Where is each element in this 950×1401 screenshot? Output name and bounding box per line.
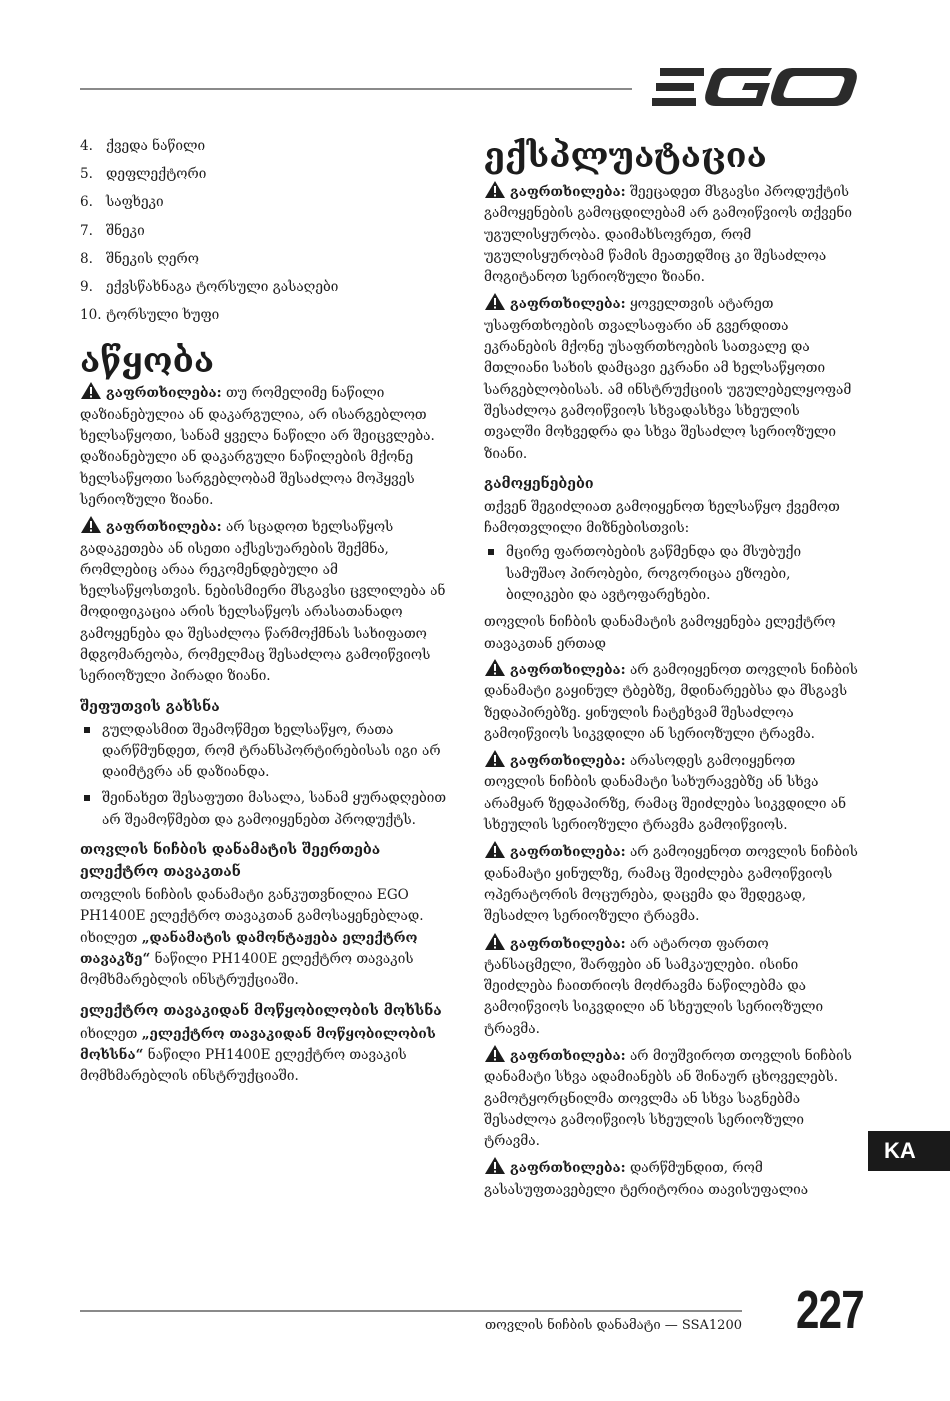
warning-label: გაფრთხილება: — [106, 385, 222, 402]
bullet-square-icon — [84, 795, 90, 801]
parts-list-item — [80, 217, 452, 245]
warning-triangle-icon — [484, 292, 506, 311]
usage-heading: თოვლის ნიჩბის დანამატის გამოყენება ელექტრო თავაკთან ერთად — [484, 614, 836, 652]
warning-label: გაფრთხილება: — [510, 184, 626, 200]
item-number: 9. — [80, 279, 93, 296]
warning-triangle-icon — [484, 1044, 506, 1063]
parts-list-item — [80, 132, 452, 160]
warning-label: გაფრთხილება: — [510, 753, 626, 770]
ego-logo — [650, 62, 862, 112]
item-label: შნეკი — [106, 222, 145, 239]
remove-heading: ელექტრო თავაკიდან მოწყობილობის მოხსნა — [80, 1002, 442, 1019]
warning-text: არ გამოიყენოთ თოვლის ნიჩბის დანამატი ყინულზე, რამაც შეიძლება გამოიწვიოს ოპერატორის მოცურება, დაცემა და შედეგად, შესაძლო სერიოზული ტრავმა. — [484, 844, 858, 925]
item-number: 6. — [80, 194, 93, 211]
assembly-warnings — [80, 381, 452, 687]
warning-triangle-icon — [484, 840, 506, 859]
attach-paragraph: თოვლის ნიჩბის დანამატი განკუთვნილია EGO PH1400E ელექტრო თავაკთან გამოსაყენებლად. იხილეთ „დანამატის დამონტაჟება ელექტრო თავაკზე“ ნაწილი PH1400E ელექტრო თავაკის მომხმარებლის ინსტრუქციაში. — [80, 887, 424, 989]
bullet-item — [80, 788, 452, 831]
warning-label: გაფრთხილება: — [510, 844, 626, 861]
assembly-heading: აწყობა — [80, 341, 215, 382]
warning-paragraph — [484, 292, 860, 464]
parts-list-item — [80, 160, 452, 188]
item-label: შნეკის ღერო — [106, 250, 199, 267]
warning-text: თუ რომელიმე ნაწილი დაზიანებულია ან დაკარგულია, არ ისარგებლოთ ხელსაწყოთი, სანამ ყველა ნაწილი არ შეიცვლება. დაზიანებული ან დაკარგული ნაწილების მქონე ხელსაწყოთი სარგებლობამ შესაძლოა მოჰყვეს სერიოზული ზიანი. — [80, 385, 435, 508]
unpacking-list — [80, 720, 452, 831]
item-number: 5. — [80, 166, 93, 183]
bullet-text: გულდასმით შეამოწმეთ ხელსაწყო, რათა დარწმუნდეთ, რომ ტრანსპორტირებისას იგი არ დაიმტვრა ან დაზიანდა. — [102, 721, 441, 781]
warning-label: გაფრთხილება: — [510, 1160, 626, 1177]
warning-paragraph — [80, 381, 452, 511]
bullet-square-icon — [488, 549, 494, 555]
operation-heading: ექსპლუატაცია — [484, 136, 767, 176]
item-label: ქვედა ნაწილი — [106, 138, 206, 154]
warning-paragraph — [80, 515, 452, 687]
warning-label: გაფრთხილება: — [510, 935, 626, 952]
warning-text: არ სცადოთ ხელსაწყოს გადაკეთება ან ისეთი აქსესუარების შექმნა, რომლებიც არაა რეკომენდებული ამ ხელსაწყოსთვის. ნებისმიერი მსგავსი ცვლილება ან მოდიფიკაცია არის ხელსაწყოს არასათანადო გამოყენება და შესაძლოა წარმოქმნას სახიფათო მდგომარეობა, რომელმაც შესაძლოა გამოიწვიოს სერიოზული პირადი ზიანი. — [80, 519, 446, 685]
bullet-item — [484, 542, 860, 606]
item-label: დეფლექტორი — [106, 166, 207, 183]
warning-paragraph — [484, 749, 860, 836]
item-number: 7. — [80, 222, 93, 239]
item-number: 8. — [80, 250, 93, 267]
footer-rule — [80, 1310, 742, 1312]
bullet-item — [80, 720, 452, 784]
usage-warnings — [484, 658, 860, 1201]
warning-label: გაფრთხილება: — [510, 661, 626, 678]
warning-triangle-icon — [80, 381, 102, 400]
warning-paragraph — [484, 658, 860, 745]
warning-paragraph — [484, 180, 860, 288]
footer-title: თოვლის ნიჩბის დანამატი — SSA1200 — [484, 1318, 742, 1333]
warning-label: გაფრთხილება: — [510, 296, 626, 313]
applications-heading: გამოყენებები — [484, 475, 594, 492]
remove-paragraph: იხილეთ „ელექტრო თავაკიდან მოწყობილობის მოხსნა“ ნაწილი PH1400E ელექტრო თავაკის მომხმარებლის ინსტრუქციაში. — [80, 1025, 436, 1085]
item-label: საფხეკი — [106, 194, 164, 211]
applications-list — [484, 542, 860, 606]
warning-paragraph — [484, 1156, 860, 1201]
bullet-text: მცირე ფართობების გაწმენდა და მსუბუქი სამუშაო პირობები, როგორიცაა ეზოები, ბილიკები და ავტოფარეხები. — [506, 544, 802, 604]
page-number: 227 — [796, 1280, 864, 1340]
parts-list-item — [80, 273, 452, 301]
header-rule — [80, 88, 632, 90]
warning-triangle-icon — [484, 1156, 506, 1175]
operation-warnings — [484, 180, 860, 465]
left-column — [80, 132, 452, 1090]
applications-intro: თქვენ შეგიძლიათ გამოიყენოთ ხელსაწყო ქვემოთ ჩამოთვლილი მიზნებისთვის: — [484, 498, 840, 537]
right-column — [484, 132, 860, 1205]
warning-text: არ მიუშვიროთ თოვლის ნიჩბის დანამატი სხვა ადამიანებს ან შინაურ ცხოველებს. გამოტყორცნილმა თოვლმა ან სხვა საგნებმა შესაძლოა გამოიწვიოს სხეულის სერიოზული ტრავმა. — [484, 1047, 852, 1150]
item-number: 10. — [80, 307, 102, 324]
warning-triangle-icon — [484, 749, 506, 768]
warning-label: გაფრთხილება: — [106, 519, 222, 536]
warning-paragraph — [484, 932, 860, 1040]
warning-text: შეეცადეთ მსგავსი პროდუქტის გამოყენების გამოცდილებამ არ გამოიწვიოს თქვენი უგულისყურობა. დაიმახსოვრეთ, რომ უგულისყურობამ წამის მეათედშიც კი შესაძლოა მოგიტანოთ სერიოზული ზიანი. — [484, 184, 852, 286]
bullet-text: შეინახეთ შესაფუთი მასალა, სანამ ყურადღებით არ შეამოწმებთ და გამოიყენებთ პროდუქტს. — [102, 790, 447, 828]
warning-paragraph — [484, 840, 860, 927]
warning-label: გაფრთხილება: — [510, 1047, 626, 1064]
item-label: ტორსული ხუფი — [106, 307, 220, 324]
warning-text: არ გამოიყენოთ თოვლის ნიჩბის დანამატი გაყინულ ტბებზე, მდინარეებსა და მსგავს ზედაპირებზე. ყინულის ჩატეხვამ შესაძლოა გამოიწვიოს სიკვდილი ან სერიოზული ტრავმა. — [484, 661, 858, 742]
parts-list-item — [80, 188, 452, 216]
warning-triangle-icon — [484, 180, 506, 199]
warning-text: არასოდეს გამოიყენოთ თოვლის ნიჩბის დანამატი სახურავებზე ან სხვა არამყარ ზედაპირზე, რამაც შეიძლება სიკვდილი ან სხეულის სერიოზული ტრავმა გამოიწვიოს. — [484, 753, 847, 834]
item-label: ექვსწახნაგა ტორსული გასაღები — [106, 279, 339, 296]
bullet-square-icon — [84, 727, 90, 733]
unpacking-heading: შეფუთვის გახსნა — [80, 698, 220, 715]
language-tab: KA — [868, 1131, 950, 1171]
warning-triangle-icon — [484, 932, 506, 951]
warning-text: არ ატაროთ ფართო ტანსაცმელი, შარფები ან სამკაულები. ისინი შეიძლება ჩაითრიოს მოძრავმა ნაწილებმა და გამოიწვიოს სიკვდილი ან სხეულის სერიოზული ტრავმა. — [484, 935, 824, 1037]
parts-list-item — [80, 301, 452, 329]
warning-text: ყოველთვის ატარეთ უსაფრთხოების თვალსაფარი ან გვერდითა ეკრანების მქონე უსაფრთხოების სათვალე და მთლიანი სახის დამცავი ეკრანი ამ ხელსაწყოთი სარგებლობისას. ამ ინსტრუქციის უგულებელყოფამ შესაძლოა გამოიწვიოს სხვადასხვა სხეულის თვალში მოხვედრა და სხვა შესაძლო სერიოზული ზიანი. — [484, 296, 852, 462]
warning-triangle-icon — [80, 515, 102, 534]
item-number: 4. — [80, 138, 93, 154]
warning-paragraph — [484, 1044, 860, 1152]
warning-text: დარწმუნდით, რომ გასასუფთავებელი ტერიტორია თავისუფალია — [484, 1160, 809, 1198]
parts-list — [80, 132, 452, 329]
parts-list-item — [80, 245, 452, 273]
attach-heading: თოვლის ნიჩბის დანამატის შეერთება ელექტრო თავაკთან — [80, 842, 381, 881]
warning-triangle-icon — [484, 658, 506, 677]
